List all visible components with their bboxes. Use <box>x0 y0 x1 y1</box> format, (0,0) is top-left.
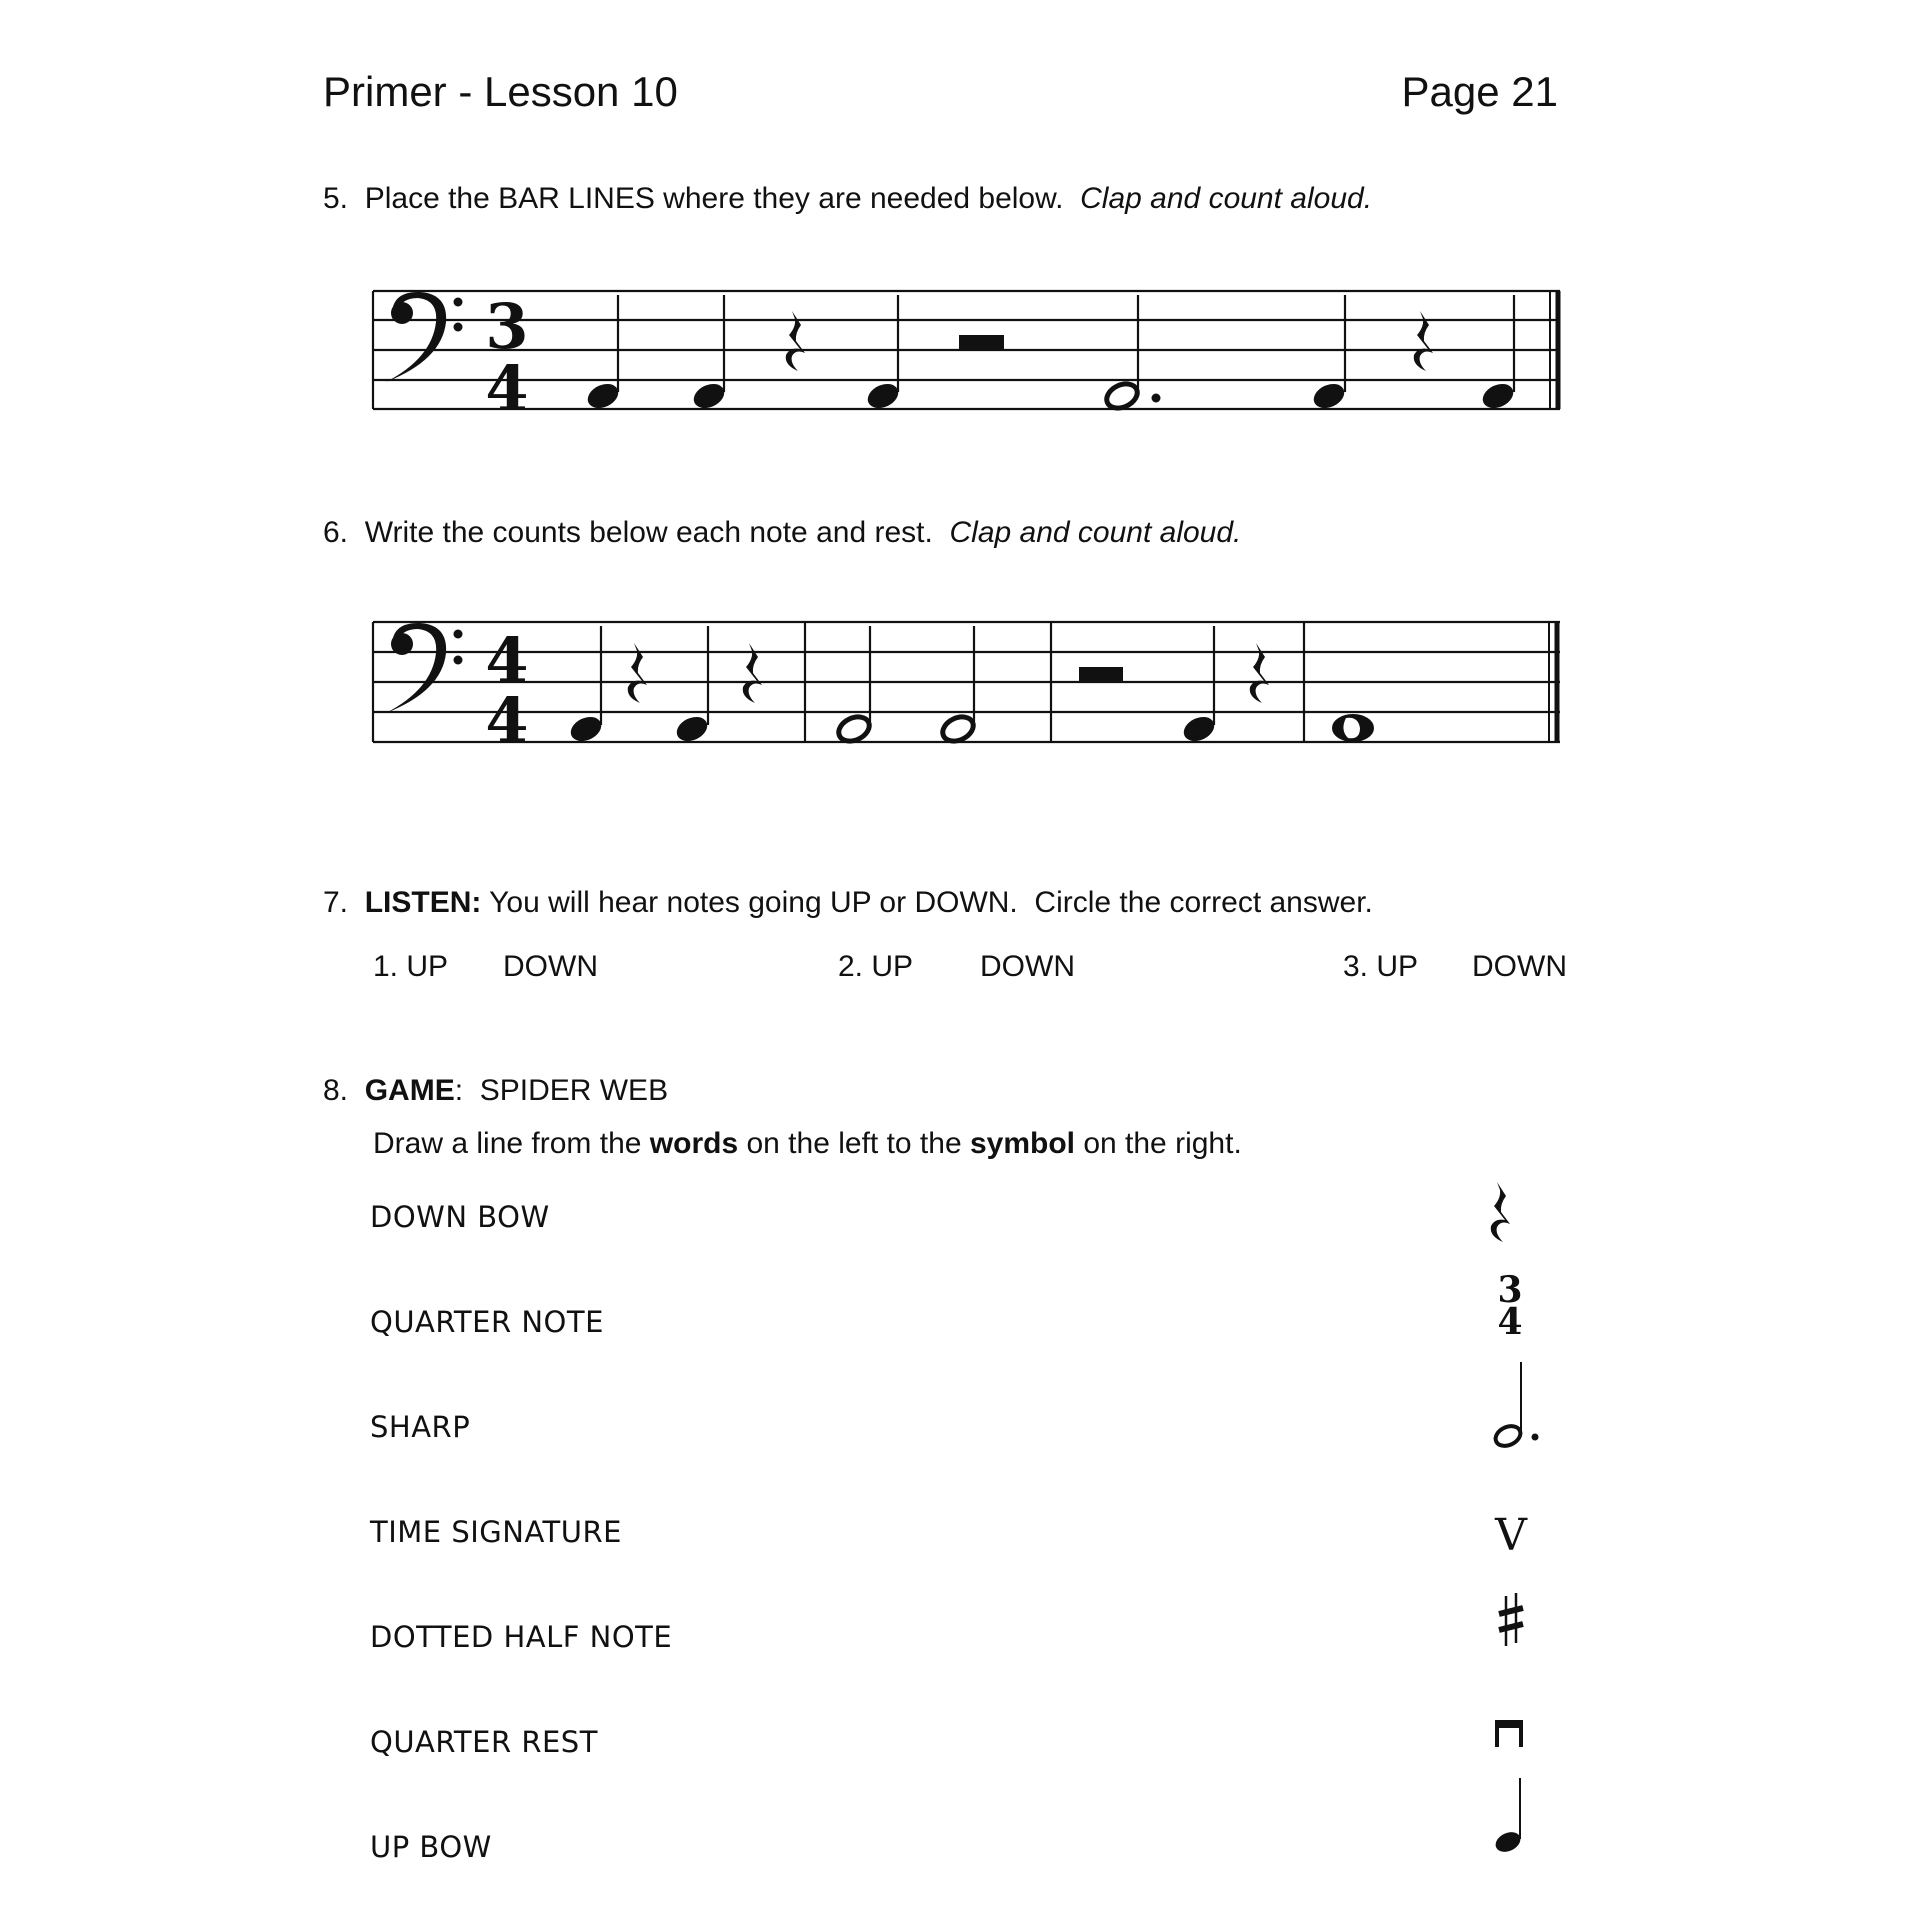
q7-number: 7. <box>323 886 349 919</box>
q7-text: You will hear notes going UP or DOWN. Circle the correct answer. <box>489 886 1373 919</box>
answer-1-up[interactable]: 1. UP <box>373 950 449 983</box>
quarter-note <box>690 295 728 413</box>
answer-2-up[interactable]: 2. UP <box>838 950 914 983</box>
bass-clef-icon <box>386 292 463 382</box>
word-quarter-note[interactable]: QUARTER NOTE <box>370 1305 604 1339</box>
answer-1-down[interactable]: DOWN <box>503 950 598 983</box>
q6-text: Write the counts below each note and rest. <box>364 516 933 549</box>
q7-label: LISTEN: <box>364 886 482 919</box>
half-note <box>939 626 977 746</box>
half-rest <box>1079 667 1123 682</box>
q8-instr-symbol: symbol <box>969 1127 1075 1160</box>
q8-instr-part: on the right. <box>1075 1127 1242 1160</box>
quarter-note <box>864 295 902 413</box>
word-dotted-half-note[interactable]: DOTTED HALF NOTE <box>370 1620 673 1654</box>
dotted-half-note <box>1103 295 1161 413</box>
time-signature-3-4-icon-bottom[interactable]: 4 <box>1497 1301 1523 1343</box>
answer-3-up[interactable]: 3. UP <box>1343 950 1419 983</box>
word-time-signature[interactable]: TIME SIGNATURE <box>370 1515 622 1549</box>
word-quarter-rest[interactable]: QUARTER REST <box>370 1725 598 1759</box>
lesson-title: Primer - Lesson 10 <box>323 68 678 115</box>
q8-instr-part: Draw a line from the <box>373 1127 650 1160</box>
word-up-bow[interactable]: UP BOW <box>370 1830 492 1864</box>
quarter-note-icon[interactable] <box>1492 1778 1523 1856</box>
quarter-note <box>1479 295 1517 413</box>
down-bow-icon[interactable] <box>1495 1720 1523 1747</box>
q5-instruction: Clap and count aloud. <box>1080 182 1373 215</box>
q6-instruction: Clap and count aloud. <box>949 516 1242 549</box>
q8-label: GAME <box>364 1074 455 1107</box>
answer-3-down[interactable]: DOWN <box>1472 950 1567 983</box>
q8-instr-part: on the left to the <box>738 1127 970 1160</box>
half-note <box>835 626 873 746</box>
dotted-half-note-icon[interactable] <box>1492 1362 1538 1450</box>
q8-instr-words: words <box>649 1127 739 1160</box>
quarter-note <box>567 626 605 746</box>
quarter-note <box>584 295 622 413</box>
whole-note <box>1333 715 1373 741</box>
q5-number: 5. <box>323 182 349 215</box>
q8-number: 8. <box>323 1074 349 1107</box>
time-sig-top: 3 <box>485 290 529 363</box>
up-bow-icon[interactable]: V <box>1495 1510 1527 1561</box>
word-sharp[interactable]: SHARP <box>370 1410 471 1444</box>
page-number: Page 21 <box>1401 68 1558 115</box>
time-sig-bottom: 4 <box>485 684 529 757</box>
staff-2 <box>373 622 1560 757</box>
time-sig-top: 4 <box>485 624 529 697</box>
quarter-note <box>673 626 711 746</box>
staff-1 <box>373 290 1560 425</box>
quarter-rest-icon[interactable] <box>1491 1182 1510 1242</box>
time-signature-3-4-icon-top[interactable]: 3 <box>1497 1269 1523 1311</box>
half-rest <box>959 335 1004 350</box>
quarter-note <box>1180 626 1218 746</box>
sharp-icon[interactable] <box>1499 1593 1523 1646</box>
staff-2-lines <box>373 622 1560 742</box>
q6-number: 6. <box>323 516 349 549</box>
bass-clef-icon <box>386 623 463 713</box>
q5-text: Place the BAR LINES where they are needed below. <box>364 182 1064 215</box>
time-sig-bottom: 4 <box>485 352 529 425</box>
q8-title: : SPIDER WEB <box>454 1074 669 1107</box>
quarter-note <box>1310 295 1348 413</box>
answer-2-down[interactable]: DOWN <box>980 950 1075 983</box>
word-down-bow[interactable]: DOWN BOW <box>370 1200 550 1234</box>
